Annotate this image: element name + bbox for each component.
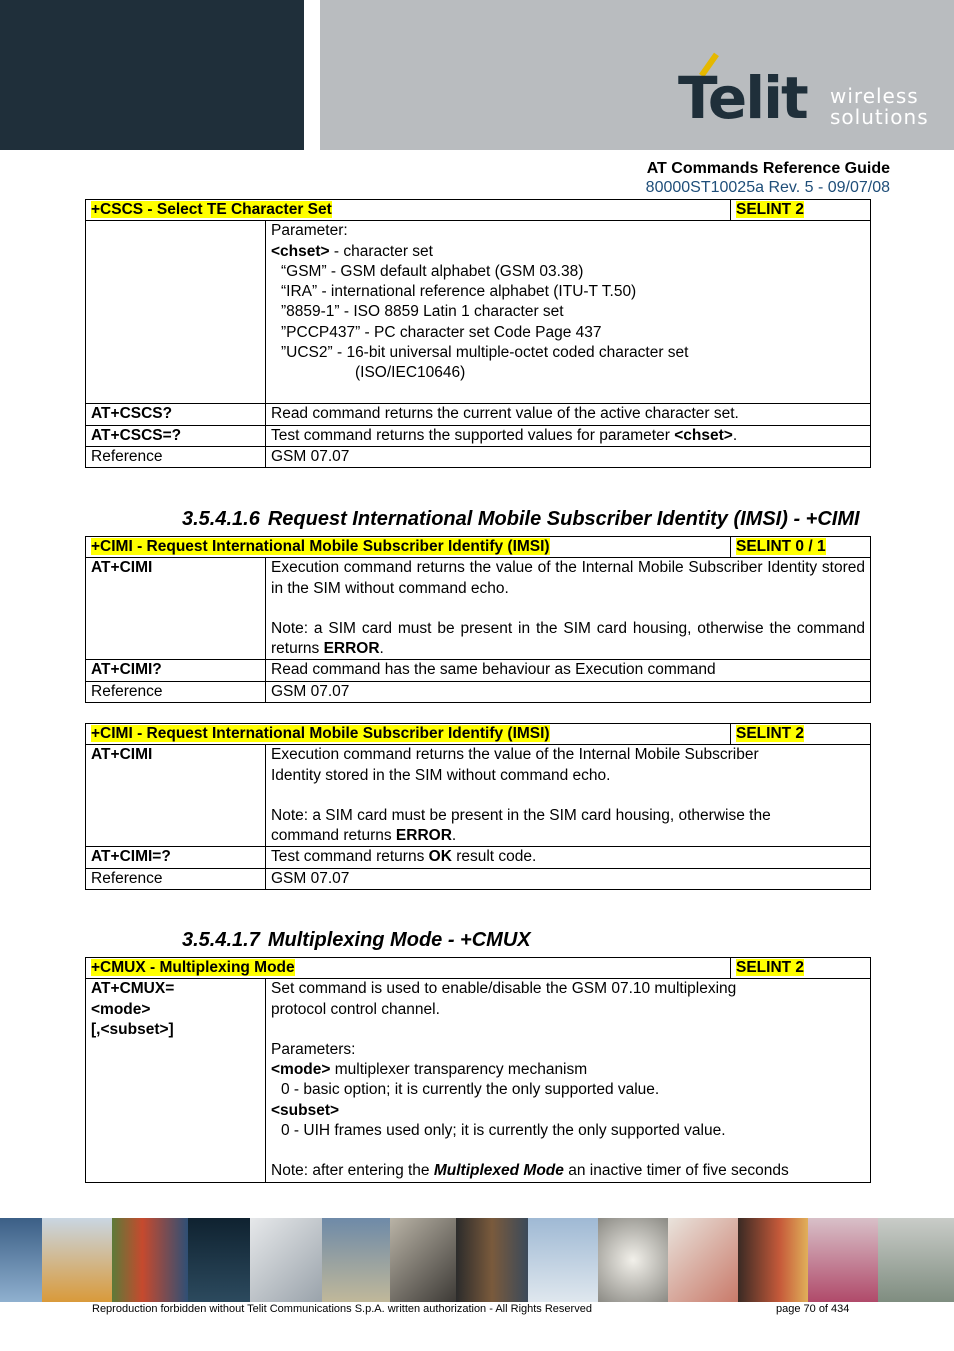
table-title: +CIMI - Request International Mobile Subscriber Identify (IMSI) <box>91 725 550 742</box>
table-row <box>86 404 871 425</box>
description-text: Execution command returns the value of the Internal Mobile Subscriber Identity stored in the SIM without command echo. <box>271 559 865 597</box>
param-value: ”PCCP437” - PC character set Code Page 437 <box>281 323 602 341</box>
section-number: 3.5.4.1.7 <box>182 929 260 951</box>
param-value: “GSM” - GSM default alphabet (GSM 03.38) <box>281 262 584 280</box>
command-cell: AT+CIMI <box>86 558 266 660</box>
document-revision: 80000ST10025a Rev. 5 - 09/07/08 <box>645 179 890 196</box>
command-cell <box>86 979 266 1182</box>
table-row <box>86 425 871 446</box>
reference-value: GSM 07.07 <box>266 868 871 889</box>
parameter-description <box>266 221 871 404</box>
photo-tile <box>738 1218 808 1302</box>
param-heading: Parameter: <box>271 222 348 240</box>
param-name: <mode> <box>271 1061 331 1079</box>
cmux-table <box>85 957 871 1183</box>
table-row <box>86 558 871 660</box>
command-cell: AT+CSCS? <box>86 404 266 425</box>
description-cell: Read command has the same behaviour as Execution command <box>266 660 871 681</box>
photo-tile <box>808 1218 878 1302</box>
param-value: ”UCS2” - 16-bit universal multiple-octet coded character set <box>281 344 689 362</box>
photo-tile <box>250 1218 322 1302</box>
table-row <box>86 979 871 1182</box>
section-title: Request International Mobile Subscriber Identity (IMSI) - +CIMI <box>267 508 860 530</box>
description-line: Identity stored in the SIM without command echo. <box>271 766 611 784</box>
footer-copyright: Reproduction forbidden without Telit Communications S.p.A. written authorization - All Rights Reserved <box>92 1303 592 1315</box>
param-value-continuation: (ISO/IEC10646) <box>355 364 466 382</box>
header-dark-panel <box>0 0 304 150</box>
selint-badge: SELINT 2 <box>736 959 805 976</box>
param-desc: multiplexer transparency mechanism <box>330 1061 588 1079</box>
photo-tile <box>668 1218 738 1302</box>
command-line: <mode> <box>91 1000 151 1018</box>
photo-tile <box>878 1218 954 1302</box>
note-end: . <box>379 640 384 658</box>
cscs-table <box>85 199 871 468</box>
footer-page-number: page 70 of 434 <box>776 1303 850 1315</box>
table-row <box>86 681 871 702</box>
description-text: Test command returns the supported values for parameter <box>271 426 675 444</box>
section-number: 3.5.4.1.6 <box>182 508 260 530</box>
section-heading-cimi <box>182 507 860 531</box>
param-value: “IRA” - international reference alphabet (ITU-T T.50) <box>281 283 637 301</box>
reference-value: GSM 07.07 <box>266 681 871 702</box>
command-cell: AT+CIMI <box>86 745 266 847</box>
note-body: Note: a SIM card must be present in the SIM card housing, otherwise the command returns <box>271 619 865 658</box>
document-title: AT Commands Reference Guide <box>646 160 890 177</box>
reference-label: Reference <box>86 868 266 889</box>
command-line: AT+CMUX= <box>91 980 175 998</box>
table-row <box>86 660 871 681</box>
note-line: Note: a SIM card must be present in the SIM card housing, otherwise the <box>271 806 771 824</box>
table-row <box>86 221 871 404</box>
table-title: +CMUX - Multiplexing Mode <box>91 959 295 976</box>
photo-tile <box>322 1218 390 1302</box>
note-bold: ERROR <box>395 827 452 845</box>
note-bold: Multiplexed Mode <box>433 1162 564 1180</box>
table-header-row <box>86 200 871 221</box>
cimi-table-selint-2 <box>85 723 871 890</box>
command-cell: AT+CIMI? <box>86 660 266 681</box>
logo-tagline-line-2: solutions <box>830 105 929 129</box>
selint-badge: SELINT 0 / 1 <box>736 538 826 555</box>
command-cell: AT+CIMI=? <box>86 847 266 868</box>
description-line: Execution command returns the value of the Internal Mobile Subscriber <box>271 746 759 764</box>
param-value: 0 - basic option; it is currently the only supported value. <box>281 1081 660 1099</box>
param-value: 0 - UIH frames used only; it is currently the only supported value. <box>281 1122 726 1140</box>
note-line <box>271 1161 865 1181</box>
param-name: <subset> <box>271 1101 340 1119</box>
description-bold: OK <box>428 848 452 866</box>
photo-tile <box>390 1218 456 1302</box>
table-row <box>86 847 871 868</box>
note-body: command returns <box>271 827 396 845</box>
description-end: result code. <box>451 848 537 866</box>
table-header-row <box>86 537 871 558</box>
table-title: +CSCS - Select TE Character Set <box>91 201 332 218</box>
footer-photo-strip <box>0 1218 954 1302</box>
reference-label: Reference <box>86 681 266 702</box>
param-name: <chset> <box>271 242 330 260</box>
table-header-row <box>86 958 871 979</box>
table-title: +CIMI - Request International Mobile Subscriber Identify (IMSI) <box>91 538 550 555</box>
description-end: . <box>732 426 738 444</box>
table-row <box>86 868 871 889</box>
note-body: Note: after entering the <box>271 1162 434 1180</box>
selint-badge: SELINT 2 <box>736 201 805 218</box>
photo-tile <box>456 1218 528 1302</box>
photo-tile <box>112 1218 188 1302</box>
logo-tagline <box>830 86 929 128</box>
description-bold: <chset> <box>674 426 733 444</box>
param-desc: - character set <box>329 242 433 260</box>
photo-tile <box>528 1218 598 1302</box>
reference-label: Reference <box>86 446 266 467</box>
photo-tile <box>42 1218 112 1302</box>
command-line: [,<subset>] <box>91 1020 174 1038</box>
reference-value: GSM 07.07 <box>266 446 871 467</box>
section-heading-cmux <box>182 928 531 952</box>
description-text: Test command returns <box>271 848 429 866</box>
logo-word: Telit <box>678 64 807 132</box>
params-heading: Parameters: <box>271 1040 356 1058</box>
description-cell <box>266 979 871 1182</box>
section-title: Multiplexing Mode - +CMUX <box>267 929 531 951</box>
cimi-table-selint-0-1 <box>85 536 871 703</box>
note-bold: ERROR <box>323 640 380 658</box>
photo-tile <box>188 1218 250 1302</box>
table-header-row <box>86 724 871 745</box>
param-mode <box>271 1060 865 1080</box>
note-line <box>271 826 865 846</box>
description-line: Set command is used to enable/disable the GSM 07.10 multiplexing <box>271 980 737 998</box>
description-cell: Read command returns the current value of the active character set. <box>266 404 871 425</box>
description-line: protocol control channel. <box>271 1000 440 1018</box>
table-row <box>86 446 871 467</box>
photo-tile <box>598 1218 668 1302</box>
selint-badge: SELINT 2 <box>736 725 805 742</box>
param-value: ”8859-1” - ISO 8859 Latin 1 character set <box>281 303 564 321</box>
note-end: . <box>451 827 457 845</box>
command-cell: AT+CSCS=? <box>86 425 266 446</box>
table-row <box>86 745 871 847</box>
description-cell <box>266 745 871 847</box>
description-cell <box>266 425 871 446</box>
note-end: an inactive timer of five seconds <box>563 1162 789 1180</box>
param-chset <box>271 242 865 262</box>
logo-tagline-line-1: wireless <box>830 84 919 108</box>
description-cell <box>266 847 871 868</box>
description-cell <box>266 558 871 660</box>
photo-tile <box>0 1218 42 1302</box>
note-text <box>271 619 865 660</box>
